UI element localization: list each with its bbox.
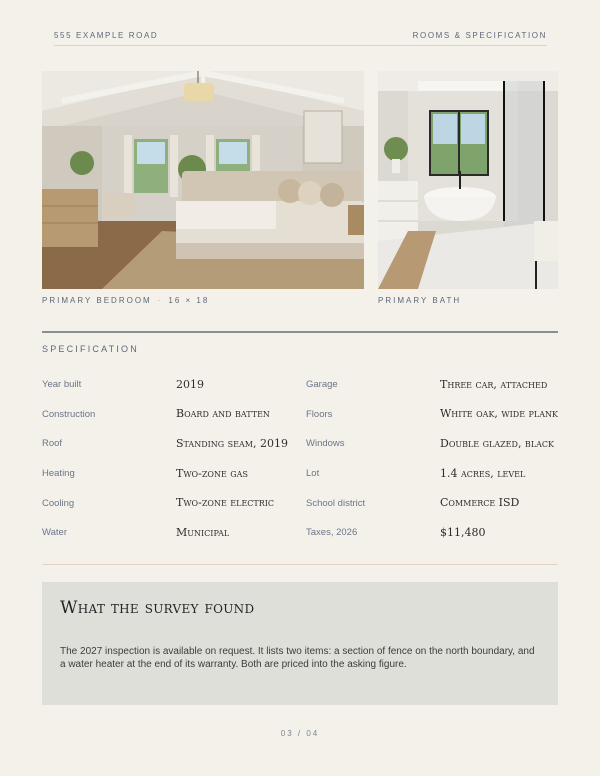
page-number: 03 / 04 — [280, 729, 320, 738]
spec-label: Lot — [306, 468, 320, 480]
spec-row — [42, 488, 558, 518]
spec-value: Two-zone electric — [176, 496, 275, 510]
spec-value: Commerce ISD — [440, 496, 520, 510]
bedroom-size: 16 × 18 — [168, 296, 210, 305]
survey-callout — [42, 582, 558, 705]
spec-value: $11,480 — [440, 525, 486, 539]
spec-label: Taxes, 2026 — [306, 527, 358, 539]
spec-value: Municipal — [176, 525, 230, 539]
spec-row — [42, 518, 558, 548]
spec-value: White oak, wide plank — [440, 407, 559, 421]
spec-value: Standing seam, 2019 — [176, 436, 288, 450]
spec-row — [42, 459, 558, 489]
spec-label: Roof — [42, 438, 63, 450]
section-name: ROOMS & SPECIFICATION — [412, 31, 547, 40]
spec-label: Garage — [306, 379, 338, 391]
page-header — [54, 31, 547, 40]
spec-label: Cooling — [42, 497, 75, 509]
spec-value: Two-zone gas — [176, 466, 248, 480]
spec-label: Water — [42, 527, 67, 539]
spec-value: 2019 — [176, 377, 204, 391]
spec-label: Windows — [306, 438, 345, 450]
spec-label: School district — [306, 497, 366, 509]
spec-row — [42, 370, 558, 400]
spec-row — [42, 429, 558, 459]
bedroom-caption — [42, 296, 209, 305]
caption-separator: · — [157, 296, 163, 305]
header-rule — [54, 45, 547, 46]
spec-value: Three car, attached — [440, 377, 548, 391]
spec-value: Double glazed, black — [440, 436, 555, 450]
spec-label: Construction — [42, 408, 96, 420]
spec-bottom-rule — [42, 564, 558, 565]
spec-label: Year built — [42, 379, 82, 391]
spec-label: Heating — [42, 468, 75, 480]
bedroom-caption-label: PRIMARY BEDROOM — [42, 296, 152, 305]
bedroom-photo — [42, 71, 364, 289]
survey-body: The 2027 inspection is available on request. It lists two items: a section of fence on the north boundary, and a water heater at the end of its warranty. Both are priced into the asking figure. — [60, 646, 535, 670]
spec-row — [42, 400, 558, 430]
survey-title: What the survey found — [60, 598, 255, 618]
spec-value: Board and batten — [176, 407, 270, 421]
spec-value: 1.4 acres, level — [440, 466, 526, 480]
section-divider — [42, 331, 558, 333]
address: 555 EXAMPLE ROAD — [54, 31, 159, 40]
spec-title: SPECIFICATION — [42, 344, 139, 354]
spec-table — [42, 370, 558, 548]
bath-photo — [378, 71, 558, 289]
spec-label: Floors — [306, 408, 333, 420]
bath-caption: PRIMARY BATH — [378, 296, 462, 305]
